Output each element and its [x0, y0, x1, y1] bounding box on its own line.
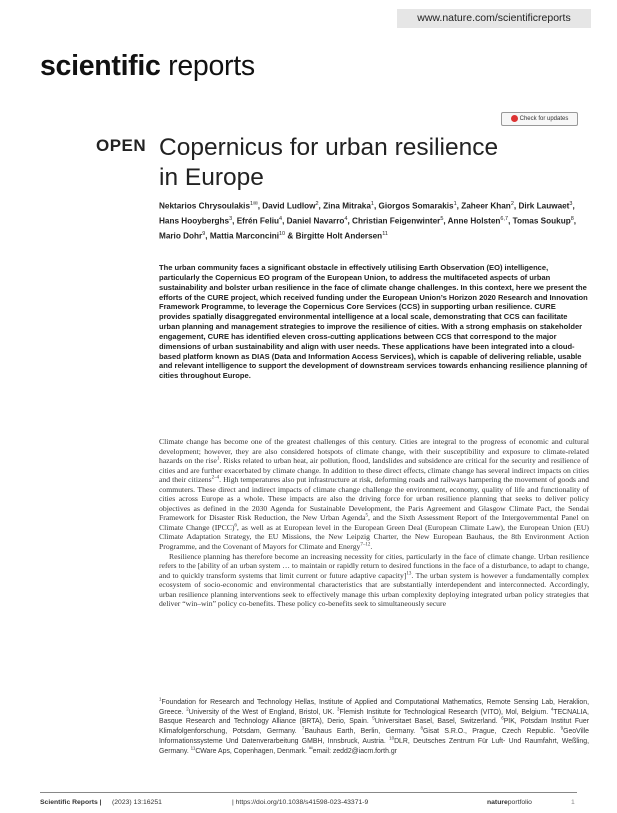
article-body — [159, 437, 589, 609]
author-affiliation-mark: 1 — [453, 201, 457, 207]
article-title — [159, 133, 579, 193]
text-run: Gisat S.R.O., Prague, Czech Republic. — [423, 728, 561, 736]
text-run: , as well as at European level in the European Green Deal (European Climate Law), the European Union (EU) Climate Adaptation Strategy, the EU Missions, the New Leipzig Charter, the New European Bauhaus, the 8th Environment Action Programme, and the Covenant of Mayors for Climate and Energy — [159, 522, 589, 552]
author-affiliation-mark: 1 — [370, 201, 374, 207]
author-affiliation-mark: 6,7 — [500, 216, 509, 223]
check-updates-label: Check for updates — [519, 116, 569, 122]
text-run: DLR, Deutsches Zentrum Für Luft- Und Raumfahrt, Weßling, Germany. — [159, 737, 589, 755]
text-run: Climate change has become one of the greatest challenges of this century. Cities are integral to the progress of economic and cultural development; however, they are also considered hotspots of climate change, with their susceptibility and exposure to climate-related hazards on the rise — [159, 437, 589, 466]
text-run: , and the Sixth Assessment Report of the Intergovernmental Panel on Climate Change (IPCC) — [159, 513, 589, 532]
citation-ref[interactable]: 5 — [365, 513, 368, 519]
footer-publisher-logo — [487, 799, 532, 806]
author-name[interactable]: Anne Holsten — [447, 216, 501, 226]
author-name[interactable]: Daniel Navarro — [286, 216, 345, 226]
author-name[interactable]: Mario Dohr — [159, 231, 203, 241]
open-access-label: OPEN — [96, 136, 147, 155]
citation-ref[interactable]: 5 — [372, 716, 375, 722]
check-for-updates-button[interactable] — [501, 112, 578, 126]
author-affiliation-mark: 2 — [315, 201, 319, 207]
author-affiliation-mark: 4 — [344, 216, 348, 223]
author-name[interactable]: Mattia Marconcini — [209, 231, 279, 241]
author-name[interactable]: Zaheer Khan — [461, 201, 511, 211]
text-run: . The urban system is however a fundamentally complex ecosystem of socio-economic and environmental characteristics that are substantially interdependent and interconnected. Accordingly, urban resilience planning interventions seek to effectively manage this urban complexity deploying integrated urban policy strategies that deliver “win–win” policy co-benefits. These policy co-benefits seek to simultaneously secure — [159, 570, 589, 609]
citation-ref[interactable]: 8 — [420, 725, 423, 731]
text-run: TECNALIA, Basque Research and Technology Alliance (BRTA), Derio, Spain. — [159, 708, 589, 726]
footer-journal: Scientific Reports | — [40, 799, 102, 806]
affiliations — [159, 698, 589, 756]
author-name[interactable]: Birgitte Holt Andersen — [295, 231, 383, 241]
citation-ref[interactable]: 2 — [186, 706, 189, 712]
citation-ref[interactable]: 3 — [337, 706, 340, 712]
footer-divider — [40, 792, 577, 793]
text-run: . — [370, 542, 373, 552]
text-run: Universitaet Basel, Basel, Switzerland. — [374, 718, 502, 726]
author-name[interactable]: Christian Feigenwinter — [352, 216, 441, 226]
footer-doi-link[interactable]: | https://doi.org/10.1038/s41598-023-43371-9 — [232, 799, 369, 806]
author-affiliation-mark: 3 — [229, 216, 233, 223]
citation-ref[interactable]: 9 — [560, 725, 564, 731]
citation-ref[interactable]: 11 — [190, 745, 196, 751]
text-run: . High temperatures also put infrastructure at risk, deforming roads and railways hampering the movement of goods and commuters. These direct and indirect impacts of climate change challenge the environment, economy, quality of life and functionality of cities across Europe as a whole. These impacts are also the driving force for urban resilience planning that seeks to deliver policy objectives as defined in the 2030 Agenda for Sustainable Development, the Paris Agreement and Glasgow Climate Pact, the Sendai Framework for Disaster Risk Reduction, the New Urban Agenda — [159, 475, 590, 523]
footer-year-volume: (2023) 13:16251 — [112, 799, 162, 806]
publisher-bold: nature — [487, 799, 508, 806]
citation-ref[interactable]: 10 — [389, 735, 395, 741]
text-run: Flemish Institute for Technological Research (VITO), Mol, Belgium. — [339, 708, 551, 716]
journal-logo[interactable] — [40, 50, 255, 83]
author-name[interactable]: Hans Hooyberghs — [159, 216, 230, 226]
author-affiliation-mark: 10 — [279, 231, 286, 238]
citation-ref[interactable]: 6 — [234, 523, 237, 529]
author-name[interactable]: David Ludlow — [262, 201, 316, 211]
author-affiliation-mark: 4 — [279, 216, 283, 223]
citation-ref[interactable]: 4 — [550, 706, 554, 712]
citation-ref[interactable]: 13 — [406, 571, 412, 577]
author-name[interactable]: Nektarios Chrysoulakis — [159, 201, 251, 211]
journal-url-link[interactable]: www.nature.com/scientificreports — [397, 9, 591, 28]
publisher-light: portfolio — [507, 799, 532, 806]
text-run: Foundation for Research and Technology Hellas, Institute of Applied and Computational Mathematics, Remote Sensing Lab, Heraklion, Greece. — [159, 699, 589, 716]
author-name[interactable]: Efrén Feliu — [236, 216, 279, 226]
citation-ref[interactable]: 7 — [301, 725, 305, 731]
author-list: Nektarios Chrysoulakis$^{1✉}$, David Ludlow$^2$, Zina Mitraka$^1$, Giorgos Somarakis$^1$, Zaheer Khan$^2$, Dirk Lauwaet$^3$, Hans Hooyberghs$^3$, Efrén Feliu$^4$, Daniel Navarro$^4$, Christian Feigenwinter$^5$, Anne Holsten$^{6,7}$, Tomas Soukup$^8$, Mario Dohr$^9$, Mattia Marconcini$^{10}$ & Birgitte Holt Andersen$^{11}$ — [159, 201, 577, 241]
citation-ref[interactable]: ✉ — [308, 745, 313, 751]
author-affiliation-mark: 3 — [569, 201, 573, 207]
check-updates-icon — [511, 115, 518, 122]
citation-ref[interactable]: 1 — [216, 456, 220, 462]
author-affiliation-mark: 11 — [382, 231, 388, 238]
text-run: PIK, Potsdam Institut Fuer Klimafolgenforschung, Potsdam, Germany. — [159, 718, 589, 736]
abstract: The urban community faces a significant obstacle in effectively utilising Earth Observation (EO) intelligence, particularly the Copernicus EO program of the European Union, to address the multifaceted aspects of urban sustainability and bolster urban resilience in the face of climate change challenges. In this context, here we present the efforts of the CURE project, which received funding under the European Union’s Horizon 2020 Research and Innovation Framework Programme, to leverage the Copernicus Core Services (CCS) in supporting urban resilience. CURE provides spatially disaggregated environmental intelligence at a local scale, demonstrating that CCS can facilitate urban planning and management strategies to improve the resilience of cities. With a strong emphasis on stakeholder engagement, CURE has identified eleven cross-cutting applications between CCS that correspond to the major dimensions of urban sustainability and align with user needs. These applications have been integrated into a cloud-based platform known as DIAS (Data and Information Access Services), which is capable of delivering reliable, usable and relevant intelligence to support the development of downstream services towards enhancing resilience planning of cities throughout Europe. — [159, 263, 588, 381]
author-affiliation-mark: 8 — [570, 216, 574, 223]
citation-ref[interactable]: 7–12 — [360, 542, 371, 548]
text-run: University of the West of England, Bristol, UK. — [188, 708, 337, 716]
text-run: email: zedd2@iacm.forth.gr — [312, 747, 397, 755]
author-affiliation-mark: 2 — [510, 201, 514, 207]
text-run: Resilience planning has therefore become an increasing necessity for cities, particularly in the face of climate change. Urban resilience refers to the [ability of an urban system … to maintain or rapidly return to desired functions in the face of a disturbance, to adapt to change, and to quickly transform systems that limit current or future adaptive capacity] — [159, 551, 589, 580]
title-line-1: Copernicus for urban resilience — [159, 134, 499, 161]
brand-bold: scientific — [40, 50, 161, 82]
author-name[interactable]: Zina Mitraka — [323, 201, 371, 211]
citation-ref[interactable]: 2–4 — [211, 475, 220, 481]
text-run: CWare Aps, Copenhagen, Denmark. — [195, 747, 309, 755]
brand-light: reports — [168, 50, 255, 82]
title-line-2: in Europe — [159, 164, 264, 191]
footer-page-number: 1 — [571, 799, 575, 806]
body-paragraph-1 — [159, 437, 589, 552]
author-name[interactable]: Tomas Soukup — [512, 216, 571, 226]
author-name[interactable]: Giorgos Somarakis — [378, 201, 454, 211]
text-run: Bauhaus Earth, Berlin, Germany. — [304, 728, 421, 736]
text-run: . Risks related to urban heat, air pollution, flood, landslides and subsidence are critical for the security and resilience of cities and are further exacerbated by climate change. In addition to these direct effects, climate change has several indirect impacts on cities and their citizens — [159, 456, 589, 485]
author-affiliation-mark: 9 — [202, 231, 206, 238]
author-affiliation-mark: 5 — [440, 216, 444, 223]
citation-ref[interactable]: 6 — [501, 716, 504, 722]
citation-ref[interactable]: 1 — [159, 696, 162, 702]
body-paragraph-2 — [159, 552, 589, 609]
text-run: GeoVille Informationssysteme Und Datenverarbeitung GMBH, Innsbruck, Austria. — [159, 728, 589, 745]
author-name[interactable]: Dirk Lauwaet — [518, 201, 570, 211]
author-affiliation-mark: 1✉ — [250, 201, 258, 207]
